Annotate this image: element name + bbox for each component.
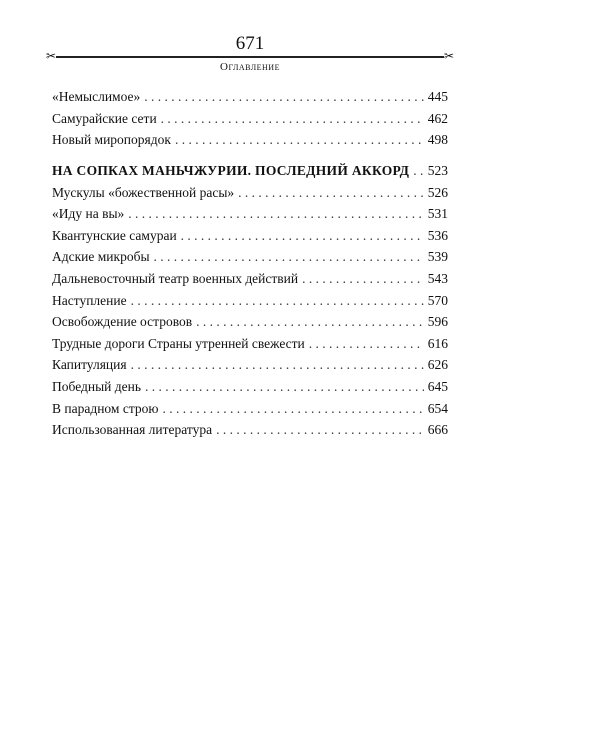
dot-leader — [181, 228, 424, 244]
toc-entry — [52, 271, 448, 293]
toc-entry — [52, 314, 448, 336]
toc-entry-page: 543 — [427, 270, 448, 286]
toc-entry-title: Наступление — [52, 292, 127, 308]
toc-entry-page: 536 — [427, 227, 448, 243]
toc-entry — [52, 422, 448, 444]
toc-entry-title: Использованная литература — [52, 422, 213, 438]
toc-entry — [52, 185, 448, 207]
toc-entry-title: Капитуляция — [52, 357, 127, 373]
toc-group-1 — [52, 89, 448, 154]
toc-entry-page: 523 — [427, 163, 448, 178]
dot-leader — [154, 249, 424, 265]
toc-entry-page: 616 — [427, 335, 448, 351]
dot-leader — [161, 111, 424, 127]
toc-entry-page: 666 — [427, 422, 448, 438]
dot-leader — [413, 163, 424, 179]
toc-entry-page: 462 — [427, 110, 448, 126]
toc-entry-title: Трудные дороги Страны утренней свежести — [52, 335, 305, 351]
toc-entry-page: 626 — [427, 357, 448, 373]
toc-entry-title: Дальневосточный театр военных действий — [52, 270, 299, 286]
toc-entry-title: Освобождение островов — [52, 314, 193, 330]
toc-entry-title: Победный день — [52, 378, 142, 394]
toc-entry-title: Новый миропорядок — [52, 132, 171, 148]
section-title: Оглавление — [220, 61, 280, 73]
toc-entry — [52, 379, 448, 401]
toc-entry-page: 445 — [427, 89, 448, 104]
toc-entry-page: 645 — [427, 378, 448, 394]
dot-leader — [144, 89, 423, 105]
ornament-right-icon: ✂ — [444, 49, 455, 63]
dot-leader — [131, 357, 424, 373]
toc-entry-page: 531 — [427, 206, 448, 222]
dot-leader — [162, 401, 423, 417]
dot-leader — [128, 206, 423, 222]
toc-entry-page: 570 — [427, 292, 448, 308]
toc-entry — [52, 357, 448, 379]
toc-entry — [52, 206, 448, 228]
toc-entry-page: 539 — [427, 249, 448, 265]
toc-entry-title: Квантунские самураи — [52, 227, 177, 243]
toc-entry — [52, 249, 448, 271]
dot-leader — [309, 336, 424, 352]
dot-leader — [216, 422, 424, 438]
toc-entry-title: Самурайские сети — [52, 110, 157, 126]
toc-entry-title: НА СОПКАХ МАНЬЧЖУРИИ. ПОСЛЕДНИЙ АККОРД — [52, 163, 410, 178]
toc-entry-page: 526 — [427, 184, 448, 200]
ornament-left-icon: ✂ — [46, 49, 57, 63]
toc-entry-title: Адские микробы — [52, 249, 150, 265]
toc-entry-title: Мускулы «божественной расы» — [52, 184, 235, 200]
toc-entry-title: «Немыслимое» — [52, 89, 141, 104]
toc-entry-page: 654 — [427, 400, 448, 416]
toc-entry-title: В парадном строю — [52, 400, 159, 416]
page-number: 671 — [235, 33, 265, 54]
toc-entry — [52, 89, 448, 111]
toc-entry — [52, 293, 448, 315]
toc-entry — [52, 163, 448, 185]
toc-entry-page: 596 — [427, 314, 448, 330]
toc-entry — [52, 132, 448, 154]
header-rule — [56, 56, 444, 58]
toc-entry — [52, 228, 448, 250]
dot-leader — [238, 185, 424, 201]
toc-group-2 — [52, 163, 448, 444]
toc-entry — [52, 336, 448, 358]
dot-leader — [196, 314, 424, 330]
toc-entry-page: 498 — [427, 132, 448, 148]
dot-leader — [145, 379, 424, 395]
toc-entry-title: «Иду на вы» — [52, 206, 125, 222]
dot-leader — [131, 293, 424, 309]
toc-entry — [52, 401, 448, 423]
dot-leader — [302, 271, 424, 287]
dot-leader — [175, 132, 424, 148]
toc-entry — [52, 111, 448, 133]
